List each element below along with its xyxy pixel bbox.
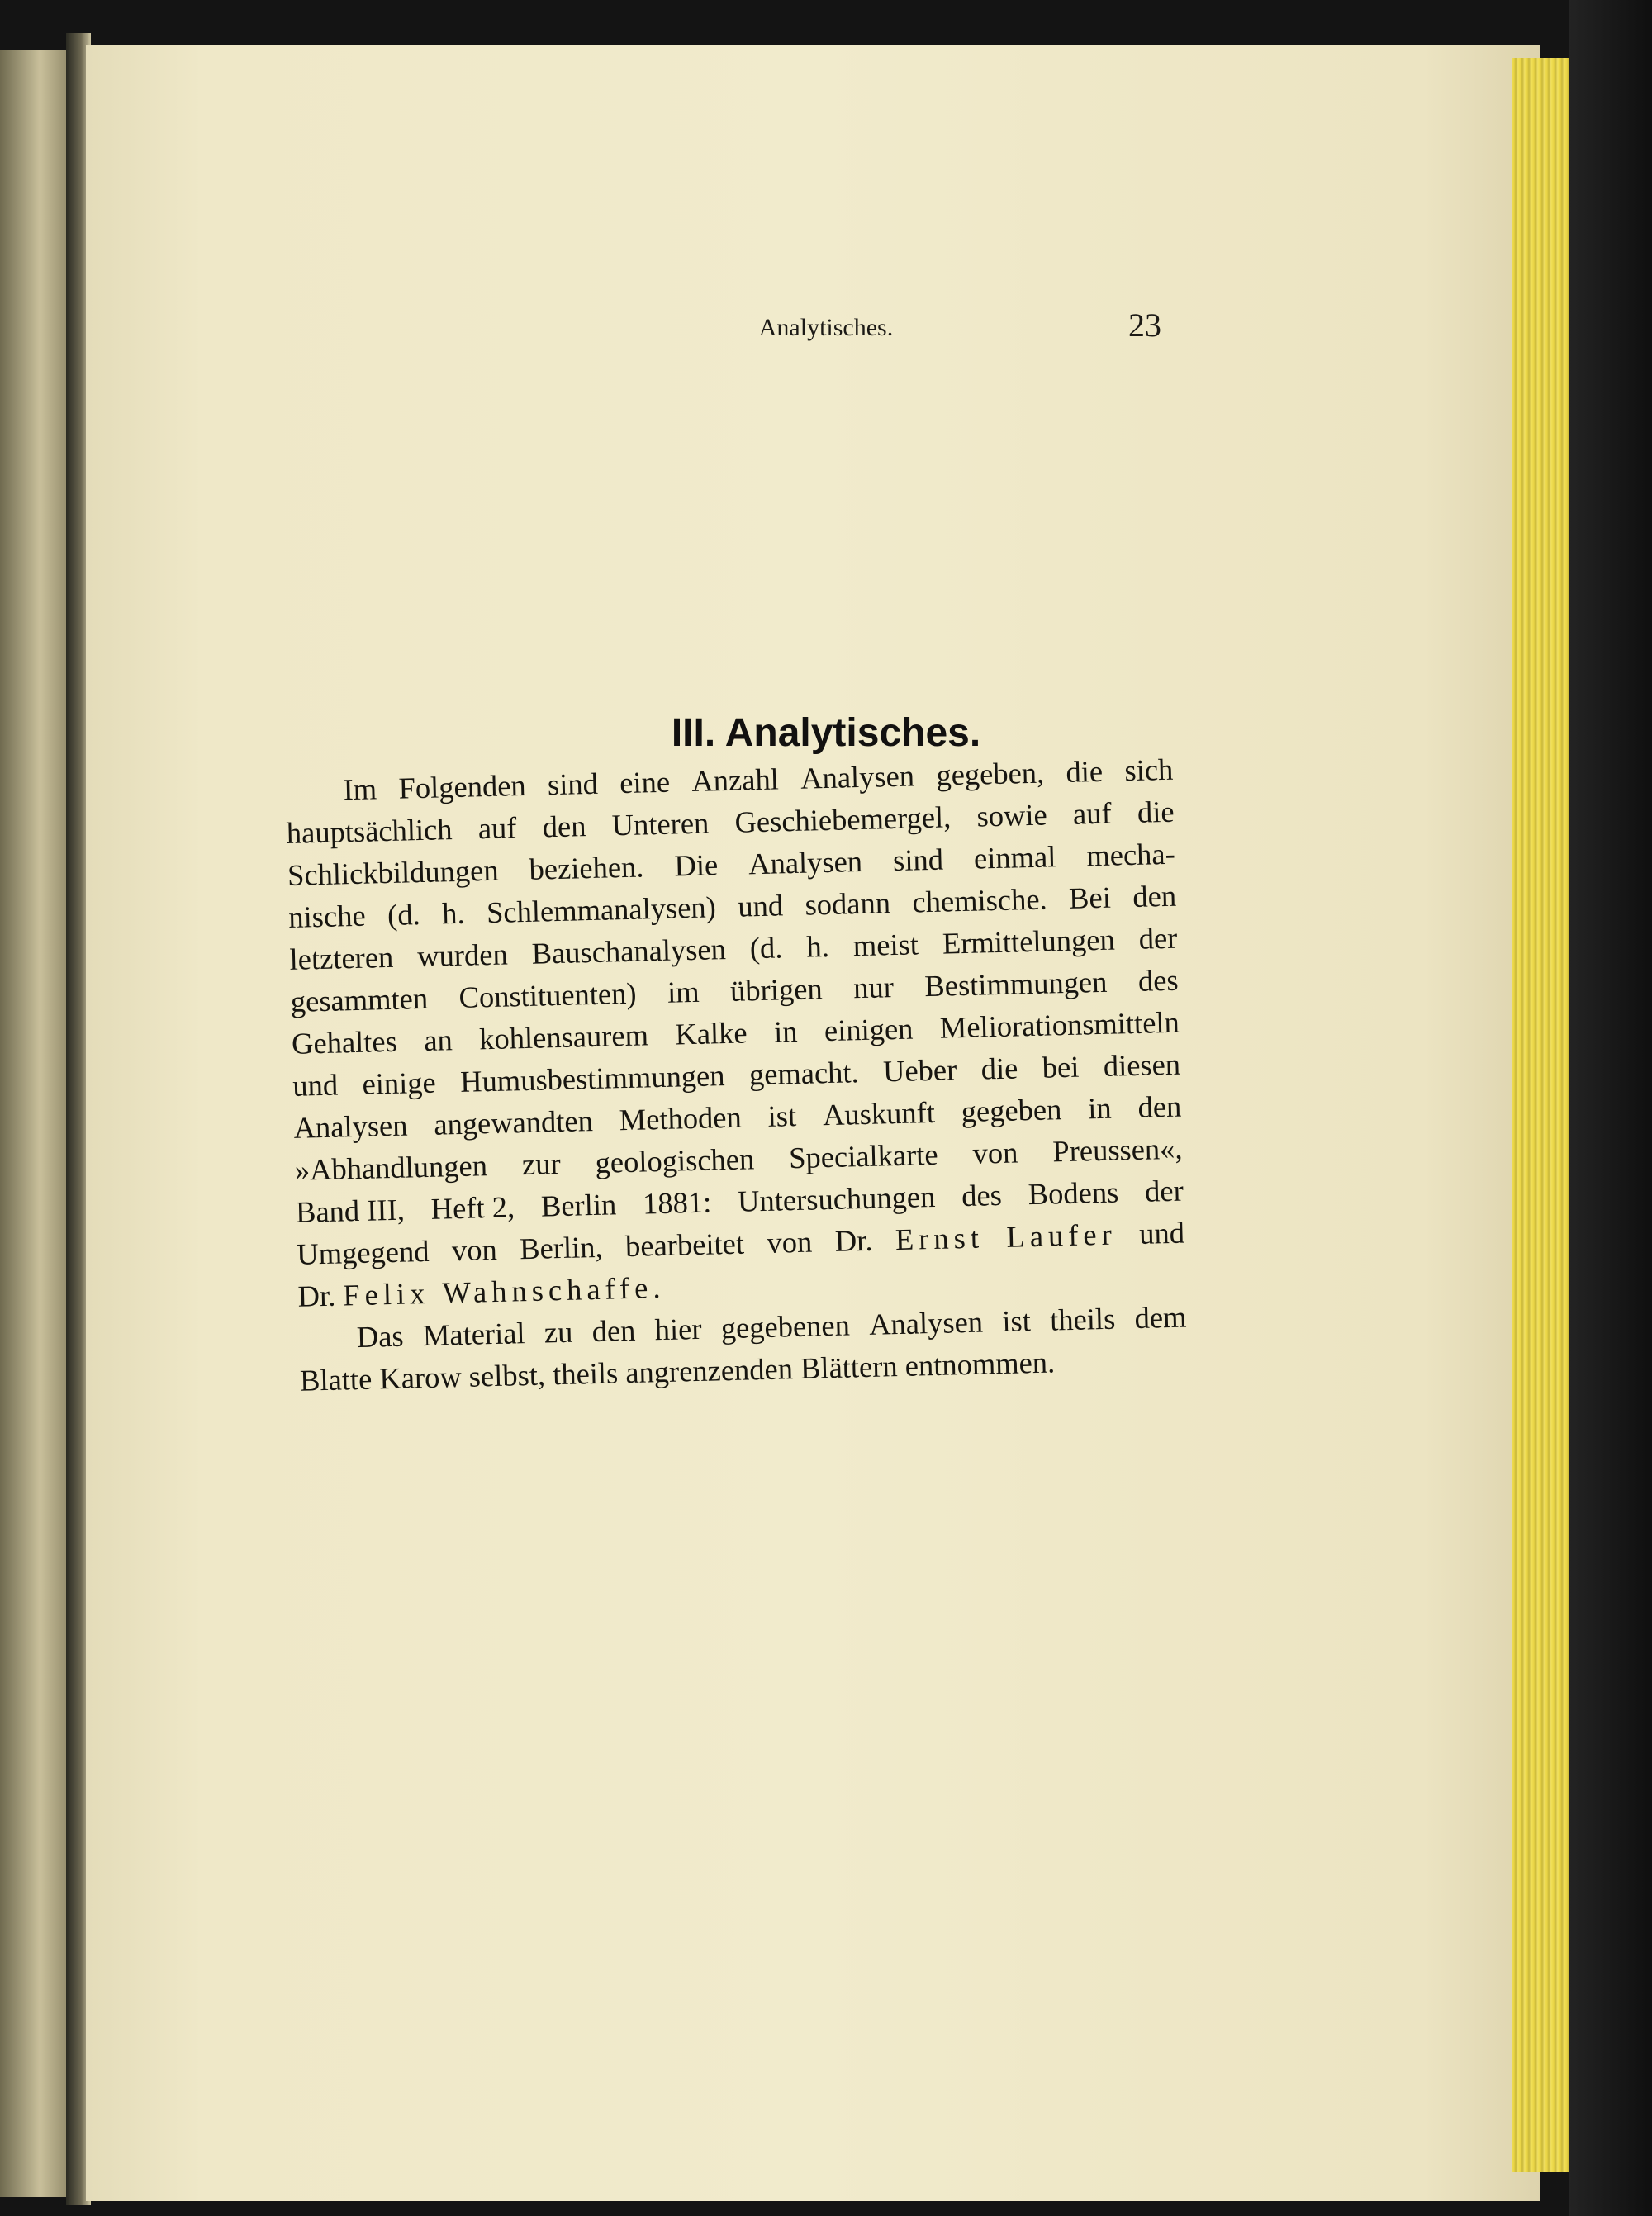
word: Berlin — [540, 1187, 617, 1223]
word: Material — [422, 1316, 526, 1353]
word: und — [1138, 1215, 1185, 1250]
word: zur — [521, 1146, 562, 1182]
page-number: 23 — [1128, 306, 1161, 344]
word: Wahnschaffe. — [441, 1269, 666, 1310]
word: h. — [441, 895, 466, 931]
word: Meliorationsmitteln — [939, 1004, 1180, 1045]
word: Humusbestimmungen — [459, 1058, 725, 1099]
word: Ueber — [882, 1052, 957, 1089]
word: Unteren — [611, 805, 710, 842]
word: die — [980, 1051, 1018, 1086]
word: die — [1065, 753, 1104, 789]
word: Auskunft — [822, 1094, 936, 1132]
word: kohlensaurem — [478, 1018, 649, 1056]
word: Blatte — [299, 1361, 380, 1397]
word: bei — [1042, 1049, 1080, 1084]
word: auf — [1072, 795, 1113, 831]
word: hier — [654, 1311, 702, 1347]
word: die — [1137, 794, 1175, 829]
word: nische — [287, 898, 367, 934]
word: Schlickbildungen — [287, 852, 500, 892]
word: 1881: — [642, 1184, 712, 1221]
word: Heft 2, — [430, 1189, 515, 1226]
word: einige — [362, 1065, 437, 1101]
word: der — [1138, 920, 1178, 956]
word: Gehaltes — [291, 1023, 398, 1061]
paragraph — [285, 748, 1186, 1317]
word: Laufer — [1005, 1217, 1118, 1254]
word: Umgegend — [296, 1233, 430, 1271]
word: Analysen — [748, 843, 863, 881]
word: einigen — [824, 1011, 914, 1048]
word: nur — [852, 970, 895, 1005]
word: letzteren — [289, 939, 394, 976]
word: sich — [1123, 752, 1174, 788]
book-cover-edge — [1569, 0, 1652, 2216]
word: Dr. — [297, 1278, 344, 1313]
word: Analysen — [293, 1108, 408, 1145]
word: gesammten — [290, 980, 429, 1018]
word: von — [972, 1135, 1018, 1170]
word: übrigen — [729, 971, 824, 1008]
word: Geschiebemergel, — [734, 800, 952, 839]
running-head: Analytisches. — [758, 314, 894, 341]
word: theils — [1049, 1301, 1116, 1337]
word: Analysen — [868, 1304, 984, 1341]
word: geologischen — [595, 1141, 755, 1179]
word: entnommen. — [904, 1345, 1056, 1383]
word: Die — [673, 847, 719, 883]
word: (d. — [749, 930, 783, 966]
word: in — [1087, 1090, 1113, 1126]
word: gegeben, — [935, 755, 1045, 792]
word: selbst, — [468, 1357, 553, 1393]
word: und — [292, 1067, 339, 1103]
word: Constituenten) — [458, 975, 637, 1014]
word: diesen — [1103, 1046, 1181, 1083]
word: gegebenen — [720, 1307, 851, 1345]
word: sind — [892, 842, 944, 878]
word: Blättern — [800, 1348, 906, 1385]
word: ist — [767, 1099, 797, 1133]
word: Methoden — [619, 1099, 743, 1137]
word: mecha- — [1085, 836, 1176, 873]
word: den — [1132, 878, 1177, 913]
word: theils — [552, 1355, 626, 1392]
word: sodann — [805, 885, 891, 922]
word: Band III, — [295, 1192, 406, 1229]
word: Bauschanalysen — [531, 932, 727, 970]
word: in — [773, 1013, 798, 1049]
word: Im — [343, 771, 377, 807]
word: Felix — [342, 1275, 443, 1312]
facing-page-edge — [0, 50, 73, 2197]
word: Untersuchungen — [737, 1179, 936, 1218]
word: Bei — [1068, 880, 1112, 915]
word: gegeben — [961, 1092, 1062, 1129]
word: meist — [852, 927, 919, 963]
word: eine — [619, 764, 671, 800]
word: bearbeitet — [624, 1226, 745, 1264]
word: den — [1137, 1089, 1182, 1124]
body-text — [285, 748, 1188, 1402]
word: Dr. — [834, 1222, 873, 1258]
word: Schlemmanalysen) — [486, 890, 717, 930]
word: hauptsächlich — [286, 812, 453, 850]
word: »Abhandlungen — [294, 1148, 488, 1187]
word: des — [961, 1177, 1003, 1213]
word: angewandten — [433, 1103, 594, 1141]
page-edges — [1512, 58, 1569, 2172]
word: Ermittelungen — [942, 922, 1116, 961]
word: Bestimmungen — [923, 964, 1108, 1004]
word: und — [737, 888, 784, 923]
word: sowie — [976, 797, 1048, 833]
word: der — [1144, 1173, 1184, 1208]
word: Bodens — [1028, 1174, 1119, 1212]
word: Specialkarte — [788, 1136, 939, 1175]
word: gemacht. — [748, 1055, 860, 1092]
word: ist — [1001, 1303, 1032, 1338]
word: sind — [547, 766, 599, 802]
word: zu — [544, 1314, 573, 1350]
word: Kalke — [674, 1015, 748, 1051]
word: Karow — [378, 1359, 470, 1396]
word: Anzahl — [691, 762, 780, 798]
word: Das — [356, 1318, 405, 1355]
word: beziehen. — [529, 849, 644, 886]
word: von — [451, 1231, 498, 1268]
word: Preussen«, — [1051, 1131, 1183, 1169]
word: Folgenden — [398, 767, 527, 805]
word: Analysen — [800, 758, 915, 795]
word: dem — [1134, 1299, 1187, 1336]
word: wurden — [416, 937, 509, 974]
word: an — [423, 1023, 453, 1057]
word: von — [767, 1224, 813, 1260]
word: Ernst — [895, 1220, 985, 1257]
word: h. — [805, 928, 830, 964]
bleed-through-shadow — [86, 450, 1507, 500]
word: im — [667, 974, 700, 1009]
word: Berlin, — [519, 1229, 604, 1266]
bleed-through-shadow — [86, 1437, 1507, 1487]
word: den — [542, 809, 586, 844]
word: einmal — [973, 839, 1056, 875]
word: den — [591, 1312, 636, 1349]
word: auf — [477, 810, 517, 846]
section-title: III. Analytisches. — [671, 711, 981, 755]
word: des — [1137, 962, 1180, 998]
word: angrenzenden — [624, 1350, 801, 1390]
word: chemische. — [911, 881, 1048, 919]
word: (d. — [387, 897, 421, 932]
